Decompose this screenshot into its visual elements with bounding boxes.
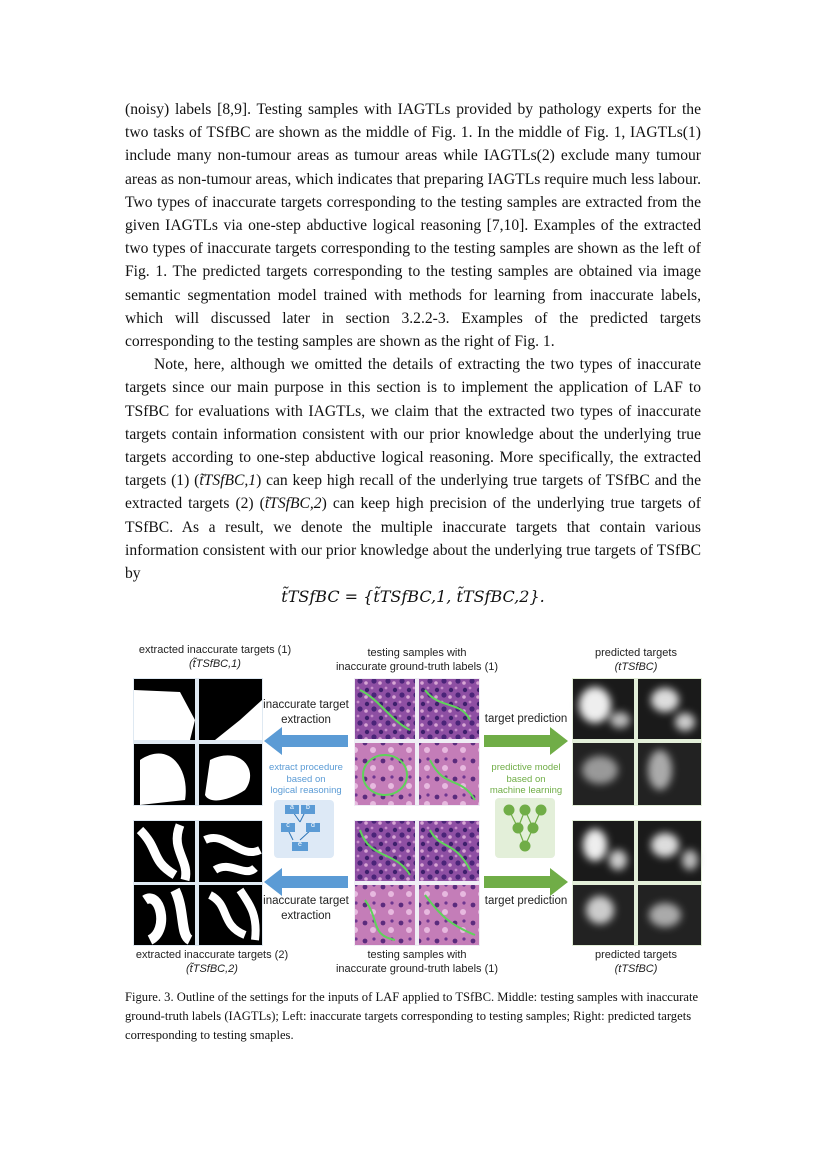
top-left-label-sub: (t̃TSfBC,1)	[189, 658, 241, 670]
green-arrow-top	[484, 727, 568, 755]
top-left-label-text: extracted inaccurate targets (1)	[138, 644, 292, 656]
left-mask-grid-bottom	[133, 820, 263, 946]
middle-tissue-grid-top	[354, 678, 480, 806]
right-prediction-grid-bottom	[572, 820, 702, 946]
arrow-label-extraction-top	[260, 698, 352, 728]
bottom-middle-label	[322, 948, 512, 976]
flow-node-d: d	[311, 822, 315, 829]
top-right-label	[576, 646, 696, 674]
left-mask-grid-top	[133, 678, 263, 806]
paragraph-2-part-a: Note, here, although we omitted the details of extracting the two types of inaccurate targets since our main purpose in this section is to implement the application of LAF to TSfBC for evaluations with IAGTLs, we claim that the extracted two types of inaccurate targets contain information consistent with our prior knowledge about the underlying true targets according to one-step abductive logical reasoning. More specifically, the extracted targets (1) (	[125, 356, 701, 490]
predictive-model-label-2: based on	[506, 773, 546, 785]
arrow-label-extraction-top-2: extraction	[281, 714, 331, 726]
bottom-left-label-sub: (t̃TSfBC,2)	[186, 963, 238, 975]
predictive-model-label-3: machine learning	[489, 785, 563, 796]
figure-caption: Figure. 3. Outline of the settings for the inputs of LAF applied to TSfBC. Middle: testing samples with inaccurate ground-truth labels (IAGTLs); Left: inaccurate targets corresponding to testing samples; Right: predicted targets corresponding to testing smaples.	[125, 990, 699, 1042]
bottom-left-label-text: extracted inaccurate targets (2)	[135, 949, 289, 961]
arrow-label-prediction-top: target prediction	[484, 713, 568, 725]
green-arrow-bottom	[484, 868, 568, 896]
top-middle-label-1: testing samples with	[367, 647, 467, 659]
flow-node-a: a	[290, 804, 294, 811]
arrow-label-extraction-bottom	[260, 894, 352, 924]
predictive-model-label	[480, 762, 572, 797]
paragraph-2-part-c: ) can keep high precision of the underlying true targets of TSfBC. As a result, we denote the multiple inaccurate targets that contain various information consistent with our prior knowledge about the underlying true targets of TSfBC by	[125, 495, 701, 583]
bottom-right-label-sub: (tTSfBC)	[614, 963, 658, 975]
formula: t̃TSfBC = {t̃TSfBC,1, t̃TSfBC,2}.	[281, 587, 545, 607]
bottom-middle-label-1: testing samples with	[367, 949, 467, 961]
top-right-label-text: predicted targets	[595, 647, 677, 659]
paragraph-1: (noisy) labels [8,9]. Testing samples with IAGTLs provided by pathology experts for the two tasks of TSfBC are shown as the middle of Fig. 1. In the middle of Fig. 1, IAGTLs(1) include many non-tumour areas as tumour areas while IAGTLs(2) exclude many tumour areas as non-tumour areas, which indicates that preparing IAGTLs require much less labour. Two types of inaccurate targets corresponding to the testing samples are extracted from the given IAGTLs via one-step abductive logical reasoning [7,10]. Examples of the extracted two types of inaccurate targets corresponding to the testing samples are shown as the left of Fig. 1. The predicted targets corresponding to the testing samples are obtained via image semantic segmentation model trained with methods for learning from inaccurate labels, which will discussed later in section 3.2.2-3. Examples of the predicted targets corresponding to the testing samples are shown as the right of Fig. 1.	[125, 101, 701, 351]
flow-node-c: c	[286, 822, 290, 829]
symbol-t-tsfbc-2: t̃TSfBC,2	[264, 495, 322, 513]
predictive-model-label-1: predictive model	[491, 762, 561, 773]
extract-procedure-label-3: logical reasoning	[270, 785, 342, 796]
blue-arrow-bottom	[264, 868, 348, 896]
paragraph-2-part-b: ) can keep high recall of the underlying true targets of TSfBC and the extracted targets (2) (	[125, 472, 701, 513]
top-right-label-sub: (tTSfBC)	[614, 661, 658, 673]
bottom-middle-label-2: inaccurate ground-truth labels (1)	[335, 963, 499, 975]
arrow-label-prediction-bottom: target prediction	[484, 895, 568, 907]
extract-procedure-label-2: based on	[286, 773, 326, 785]
bottom-left-label	[122, 948, 302, 976]
arrow-label-extraction-bottom-1: inaccurate target	[263, 895, 349, 907]
bottom-right-label-text: predicted targets	[595, 949, 677, 961]
bottom-right-label	[576, 948, 696, 976]
top-middle-label	[322, 646, 512, 674]
flow-node-b: b	[306, 804, 310, 811]
arrow-label-extraction-bottom-2: extraction	[281, 910, 331, 922]
right-prediction-grid-top	[572, 678, 702, 806]
symbol-t-tsfbc-1: t̃TSfBC,1	[199, 472, 257, 490]
extract-procedure-label-1: extract procedure	[269, 762, 343, 773]
blue-arrow-top	[264, 727, 348, 755]
arrow-label-extraction-top-1: inaccurate target	[263, 699, 349, 711]
middle-tissue-grid-bottom	[354, 820, 480, 946]
top-middle-label-2: inaccurate ground-truth labels (1)	[335, 661, 499, 673]
top-left-label	[125, 643, 305, 671]
extract-procedure-label	[260, 762, 352, 797]
flow-node-e: e	[298, 841, 302, 848]
